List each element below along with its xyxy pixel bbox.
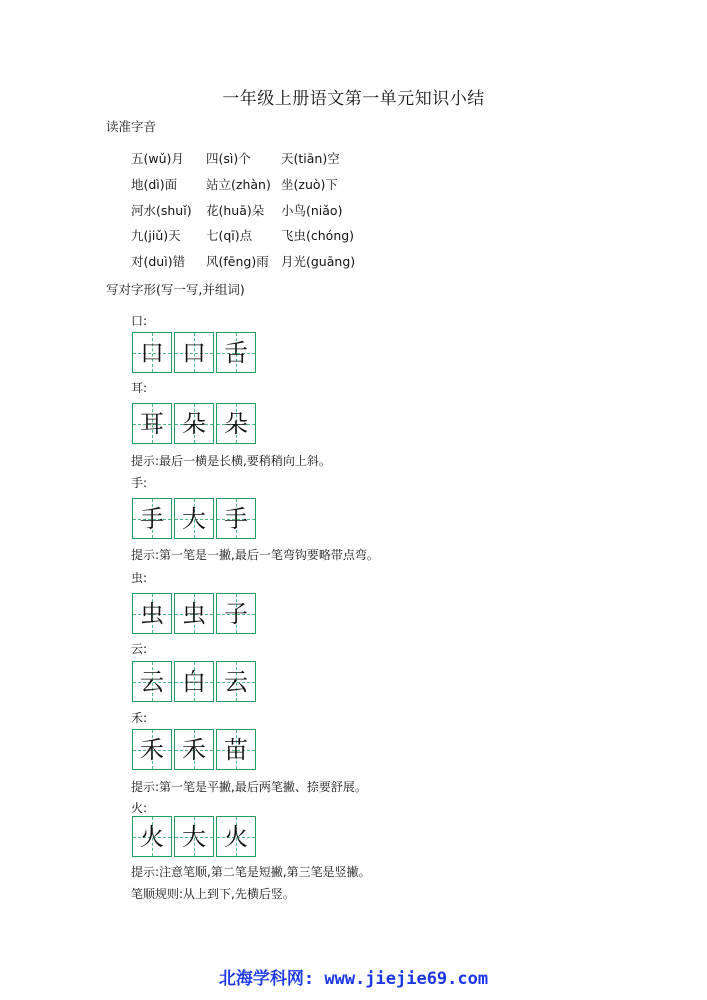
pinyin-word: 河水(shuǐ) <box>131 203 192 218</box>
character-label: 手: <box>131 476 148 490</box>
writing-grid <box>132 403 258 444</box>
grid-character: 苗 <box>224 735 248 764</box>
grid-character: 口 <box>182 338 206 367</box>
pinyin-word: 飞虫(chóng) <box>281 228 355 243</box>
tianzige-cell <box>216 661 256 702</box>
writing-grid <box>132 729 258 770</box>
grid-character: 朵 <box>224 409 248 438</box>
grid-character: 手 <box>224 504 248 533</box>
tip-text: 提示:最后一横是长横,要稍稍向上斜。 <box>131 454 331 468</box>
tianzige-cell <box>216 498 256 539</box>
tianzige-cell <box>174 332 214 373</box>
character-label: 虫: <box>131 571 148 585</box>
stroke-rule-text: 笔顺规则:从上到下,先横后竖。 <box>131 887 295 901</box>
grid-character: 朵 <box>182 409 206 438</box>
section-heading-writing: 写对字形(写一写,并组词) <box>106 282 245 297</box>
character-label: 禾: <box>131 711 148 725</box>
grid-character: 禾 <box>140 735 164 764</box>
pinyin-word: 四(sì)个 <box>206 151 251 166</box>
grid-character: 禾 <box>182 735 206 764</box>
character-label: 云: <box>131 642 148 656</box>
writing-grid <box>132 332 258 373</box>
grid-character: 大 <box>182 504 206 533</box>
tianzige-cell <box>216 729 256 770</box>
tip-text: 提示:注意笔顺,第二笔是短撇,第三笔是竖撇。 <box>131 865 371 879</box>
character-label: 口: <box>131 314 148 328</box>
pinyin-word: 坐(zuò)下 <box>281 177 338 192</box>
tianzige-cell <box>216 332 256 373</box>
character-label: 耳: <box>131 381 148 395</box>
tianzige-cell <box>132 403 172 444</box>
grid-character: 白 <box>182 667 206 696</box>
tianzige-cell <box>174 729 214 770</box>
tip-text: 提示:第一笔是平撇,最后两笔撇、捺要舒展。 <box>131 780 367 794</box>
tianzige-cell <box>174 661 214 702</box>
pinyin-word: 月光(guāng) <box>281 254 356 269</box>
tianzige-cell <box>174 498 214 539</box>
grid-character: 大 <box>182 822 206 851</box>
grid-character: 舌 <box>224 338 248 367</box>
tianzige-cell <box>174 593 214 634</box>
pinyin-word: 站立(zhàn) <box>206 177 271 192</box>
grid-character: 耳 <box>140 409 164 438</box>
grid-character: 手 <box>140 504 164 533</box>
pinyin-word: 九(jiǔ)天 <box>131 228 181 243</box>
tianzige-cell <box>132 729 172 770</box>
pinyin-word: 对(duì)错 <box>131 254 186 269</box>
tianzige-cell <box>132 593 172 634</box>
tianzige-cell <box>174 816 214 857</box>
writing-grid <box>132 498 258 539</box>
pinyin-word: 天(tiān)空 <box>281 151 340 166</box>
grid-character: 火 <box>140 822 164 851</box>
grid-character: 火 <box>224 822 248 851</box>
pinyin-word: 风(fēng)雨 <box>206 254 269 269</box>
tianzige-cell <box>132 498 172 539</box>
tianzige-cell <box>132 332 172 373</box>
tianzige-cell <box>216 403 256 444</box>
writing-grid <box>132 661 258 702</box>
tianzige-cell <box>132 816 172 857</box>
pinyin-word: 小鸟(niǎo) <box>281 203 343 218</box>
character-label: 火: <box>131 801 148 815</box>
grid-character: 口 <box>140 338 164 367</box>
pinyin-word: 花(huā)朵 <box>206 203 265 218</box>
grid-character: 云 <box>224 667 248 696</box>
grid-character: 虫 <box>182 599 206 628</box>
tianzige-cell <box>216 816 256 857</box>
grid-character: 虫 <box>140 599 164 628</box>
tianzige-cell <box>174 403 214 444</box>
tianzige-cell <box>132 661 172 702</box>
writing-grid <box>132 816 258 857</box>
pinyin-word: 五(wǔ)月 <box>131 151 184 166</box>
pinyin-word: 地(dì)面 <box>131 177 178 192</box>
tianzige-cell <box>216 593 256 634</box>
section-heading-reading: 读准字音 <box>106 119 157 134</box>
page-title: 一年级上册语文第一单元知识小结 <box>222 89 485 109</box>
grid-character: 云 <box>140 667 164 696</box>
writing-grid <box>132 593 258 634</box>
footer-watermark: 北海学科网: www.jiejie69.com <box>218 969 489 989</box>
pinyin-word: 七(qī)点 <box>206 228 253 243</box>
grid-character: 子 <box>224 599 248 628</box>
tip-text: 提示:第一笔是一撇,最后一笔弯钩要略带点弯。 <box>131 548 379 562</box>
